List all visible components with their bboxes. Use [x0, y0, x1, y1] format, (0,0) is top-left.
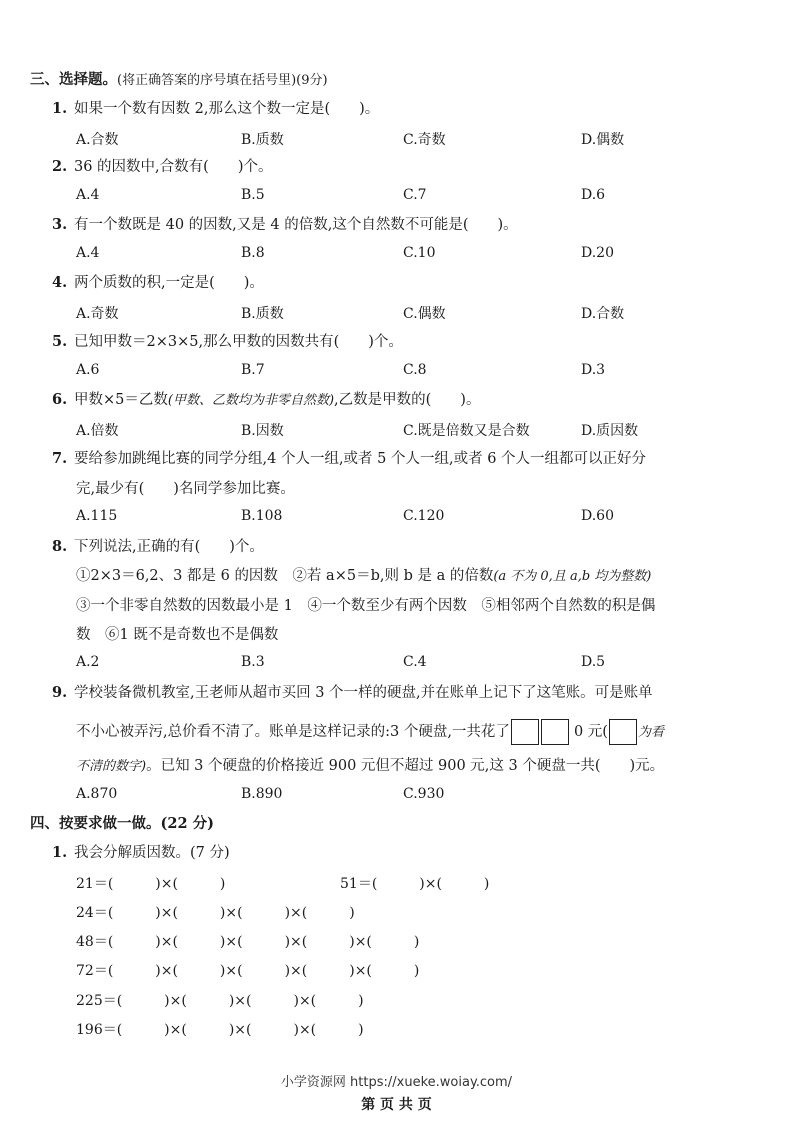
option-d[interactable]: D.偶数 [581, 132, 625, 148]
section-3-title: 三、选择题。 [30, 71, 117, 88]
blurred-digit-box [511, 719, 539, 745]
option-c[interactable]: C.7 [403, 187, 427, 203]
option-b[interactable]: B.890 [241, 786, 283, 802]
question-note: (甲数、乙数均为非零自然数) [167, 393, 335, 408]
option-a[interactable]: A.4 [76, 187, 100, 203]
option-c[interactable]: C.奇数 [403, 132, 446, 148]
option-b[interactable]: B.质数 [241, 306, 284, 322]
option-d[interactable]: D.60 [581, 508, 614, 524]
option-a[interactable]: A.2 [76, 654, 100, 670]
option-c[interactable]: C.930 [403, 786, 445, 802]
question-8-statements-3: 数 ⑥1 既不是奇数也不是偶数 [76, 627, 279, 643]
question-note: 为看 [637, 725, 664, 740]
question-text: 有一个数既是 40 的因数,又是 4 的倍数,这个自然数不可能是( )。 [74, 217, 518, 233]
question-text: 两个质数的积,一定是( )。 [74, 275, 264, 291]
option-d[interactable]: D.5 [581, 654, 606, 670]
factorization-196[interactable]: 196＝( )×( )×( )×( ) [76, 1022, 364, 1038]
question-number: 8. [52, 538, 68, 555]
option-a[interactable]: A.870 [76, 786, 118, 802]
factorization-24[interactable]: 24＝( )×( )×( )×( ) [76, 905, 355, 921]
question-number: 4. [52, 274, 68, 291]
page-number: 第 页 共 页 [361, 1097, 432, 1113]
question-text: 甲数×5＝乙数 [74, 392, 168, 408]
option-c[interactable]: C.4 [403, 654, 427, 670]
factorization-48[interactable]: 48＝( )×( )×( )×( )×( ) [76, 934, 420, 950]
question-text: 已知甲数＝2×3×5,那么甲数的因数共有( )个。 [74, 334, 403, 350]
question-2 [52, 157, 272, 177]
option-d[interactable]: D.3 [581, 362, 606, 378]
question-8 [52, 537, 264, 557]
question-note: 不清的数字) [76, 759, 147, 774]
question-text: 。已知 3 个硬盘的价格接近 900 元但不超过 900 元,这 3 个硬盘一共( )元。 [146, 758, 665, 774]
option-c[interactable]: C.既是倍数又是合数 [403, 423, 530, 439]
question-number: 2. [52, 158, 68, 175]
factorization-51[interactable]: 51＝( )×( ) [340, 876, 490, 892]
option-b[interactable]: B.因数 [241, 423, 284, 439]
option-b[interactable]: B.质数 [241, 132, 284, 148]
question-number: 6. [52, 391, 68, 408]
blurred-digit-box [541, 719, 569, 745]
source-watermark[interactable]: 小学资源网 https://xueke.woiay.com/ [280, 1075, 513, 1090]
question-number: 1. [52, 844, 68, 861]
option-a[interactable]: A.奇数 [76, 306, 119, 322]
question-number: 7. [52, 450, 68, 467]
option-d[interactable]: D.20 [581, 245, 614, 261]
question-text-end: ,乙数是甲数的( )。 [334, 392, 481, 408]
factorization-225[interactable]: 225＝( )×( )×( )×( ) [76, 993, 364, 1009]
question-3 [52, 215, 518, 235]
question-number: 9. [52, 684, 68, 701]
option-a[interactable]: A.合数 [76, 132, 119, 148]
question-7-continued: 完,最少有( )名同学参加比赛。 [76, 481, 295, 497]
question-4 [52, 273, 264, 293]
question-text: 0 元( [573, 724, 608, 740]
question-5 [52, 332, 403, 352]
factorization-72[interactable]: 72＝( )×( )×( )×( )×( ) [76, 963, 420, 979]
option-a[interactable]: A.4 [76, 245, 100, 261]
section-4-sub-1 [52, 843, 230, 863]
statement-note: (a 不为 0,且 a,b 均为整数) [493, 569, 652, 584]
question-text: 36 的因数中,合数有( )个。 [74, 159, 273, 175]
option-b[interactable]: B.5 [241, 187, 265, 203]
question-6 [52, 390, 480, 411]
question-text: 如果一个数有因数 2,那么这个数一定是( )。 [74, 101, 380, 117]
question-text: 不小心被弄污,总价看不清了。账单是这样记录的:3 个硬盘,一共花了 [76, 724, 510, 740]
section-3-note: (将正确答案的序号填在括号里)(9分) [117, 73, 328, 88]
section-4-title: 四、按要求做一做。(22 分) [30, 815, 214, 832]
option-c[interactable]: C.8 [403, 362, 427, 378]
question-9-line-2 [76, 719, 664, 745]
option-b[interactable]: B.7 [241, 362, 265, 378]
option-a[interactable]: A.6 [76, 362, 100, 378]
option-b[interactable]: B.8 [241, 245, 265, 261]
option-c[interactable]: C.10 [403, 245, 436, 261]
option-b[interactable]: B.108 [241, 508, 283, 524]
option-a[interactable]: A.倍数 [76, 423, 119, 439]
section-3-heading [30, 70, 328, 91]
question-text: 我会分解质因数。(7 分) [74, 845, 230, 861]
option-d[interactable]: D.6 [581, 187, 606, 203]
factorization-21[interactable]: 21＝( )×( ) [76, 876, 226, 892]
option-c[interactable]: C.偶数 [403, 306, 446, 322]
question-text: 下列说法,正确的有( )个。 [74, 539, 264, 555]
statement-text: ①2×3＝6,2、3 都是 6 的因数 ②若 a×5＝b,则 b 是 a 的倍数 [76, 568, 494, 584]
question-text: 学校装备微机教室,王老师从超市买回 3 个一样的硬盘,并在账单上记下了这笔账。可是账单 [74, 685, 653, 701]
question-number: 1. [52, 100, 68, 117]
question-9-line-3 [76, 756, 664, 777]
question-8-statements-2: ③一个非零自然数的因数最小是 1 ④一个数至少有两个因数 ⑤相邻两个自然数的积是偶 [76, 598, 656, 614]
question-number: 3. [52, 216, 68, 233]
option-b[interactable]: B.3 [241, 654, 265, 670]
question-number: 5. [52, 333, 68, 350]
question-text: 要给参加跳绳比赛的同学分组,4 个人一组,或者 5 个人一组,或者 6 个人一组都可以正好分 [74, 451, 647, 467]
question-8-statements-1 [76, 566, 651, 587]
option-d[interactable]: D.合数 [581, 306, 625, 322]
option-c[interactable]: C.120 [403, 508, 445, 524]
question-1 [52, 99, 379, 119]
question-9 [52, 683, 653, 703]
question-7 [52, 449, 646, 469]
blurred-digit-box-legend [609, 719, 637, 745]
option-d[interactable]: D.质因数 [581, 423, 639, 439]
option-a[interactable]: A.115 [76, 508, 118, 524]
